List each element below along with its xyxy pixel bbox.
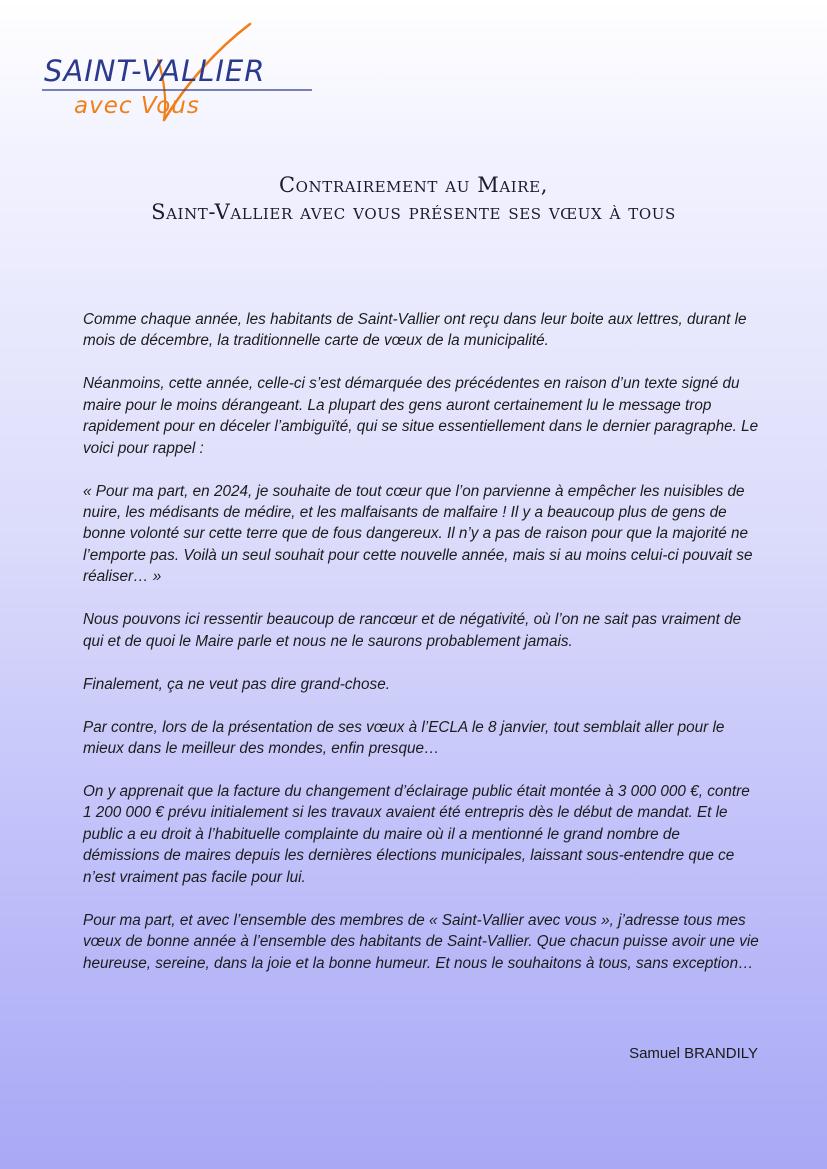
paragraph-8: Pour ma part, et avec l’ensemble des membres de « Saint-Vallier avec vous », j’adresse tous mes vœux de bonne année à l’ensemble des habitants de Saint-Vallier. Que chacun puisse avoir une vie heureuse, sereine, dans la joie et la bonne humeur. Et nous le souhaitons à tous, sans exception… (83, 911, 759, 972)
paragraph-7: On y apprenait que la facture du changement d’éclairage public était montée à 3 000 000 €, contre 1 200 000 € prévu initialement si les travaux avaient été entrepris dès le début de mandat. Et le public a eu droit à l’habituelle complainte du maire où il a mentionné le grand nombre de démissions de maires depuis les dernières élections municipales, laissant sous-entendre que ce n’est vraiment pas facile pour lui. (83, 783, 750, 886)
logo-text-line2: avec Vous (74, 93, 200, 119)
paragraph-quote: « Pour ma part, en 2024, je souhaite de tout cœur que l’on parvienne à empêcher les nuisibles de nuire, les médisants de médire, et les malfaisants de malfaire ! Il y a beaucoup plus de gens de bonne volonté sur cette terre que de fous dangereux. Il n’y a pas de raison pour que la majorité ne l’emporte pas. Voilà un seul souhait pour cette nouvelle année, mais si au moins celui-ci pouvait se réaliser… » (83, 482, 753, 586)
page-title (0, 172, 827, 226)
paragraph-4: Nous pouvons ici ressentir beaucoup de rancœur et de négativité, où l’on ne sait pas vraiment de qui et de quoi le Maire parle et nous ne le saurons probablement jamais. (83, 611, 742, 650)
title-line-1: Contrairement au Maire, (278, 173, 549, 197)
title-line-2: Saint-Vallier avec vous présente ses vœux à tous (151, 200, 676, 224)
paragraph-6: Par contre, lors de la présentation de ses vœux à l’ECLA le 8 janvier, tout semblait aller pour le mieux dans le meilleur des mondes, enfin presque… (83, 718, 725, 758)
paragraph-1: Comme chaque année, les habitants de Saint-Vallier ont reçu dans leur boite aux lettres, durant le mois de décembre, la traditionnelle carte de vœux de la municipalité. (83, 311, 747, 350)
paragraph-5: Finalement, ça ne veut pas dire grand-chose. (83, 675, 390, 693)
logo (40, 22, 330, 127)
paragraph-2: Néanmoins, cette année, celle-ci s’est démarquée des précédentes en raison d’un texte signé du maire pour le moins dérangeant. La plupart des gens auront certainement lu le message trop rapidement pour en déceler l’ambiguïté, qui se situe essentiellement dans le dernier paragraphe. Le voici pour rappel : (83, 375, 759, 457)
logo-text-line1: SAINT-VALLIER (44, 54, 266, 88)
signature: Samuel BRANDILY (629, 1045, 758, 1062)
article-body (83, 309, 759, 996)
